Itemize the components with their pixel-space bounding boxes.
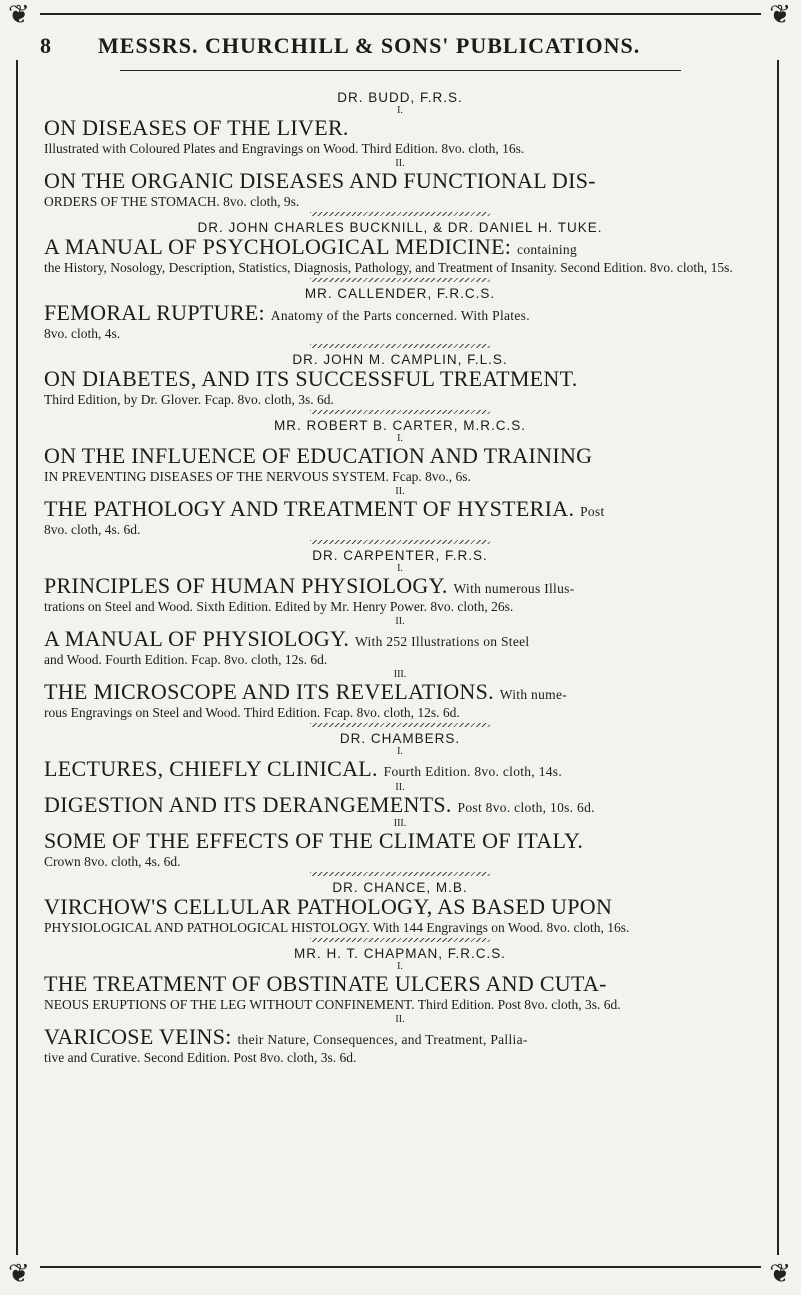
entry-number: II. [395, 1014, 405, 1025]
book-description: 8vo. cloth, 4s. 6d. [44, 522, 141, 537]
entry-number: I. [397, 105, 403, 116]
book-title-line [44, 627, 756, 651]
book-description: Third Edition, by Dr. Glover. Fcap. 8vo. cloth, 3s. 6d. [44, 392, 334, 407]
book-title: ON DIABETES, AND ITS SUCCESSFUL TREATMENT. [44, 366, 578, 391]
title-continuation: Post 8vo. cloth, 10s. 6d. [457, 800, 595, 815]
book-title-line [44, 1025, 756, 1049]
book-title-line [44, 169, 756, 193]
book-description: Crown 8vo. cloth, 4s. 6d. [44, 854, 181, 869]
book-entry [44, 367, 756, 408]
running-head: MESSRS. CHURCHILL & SONS' PUBLICATIONS. [98, 33, 641, 58]
title-continuation: With numerous Illus- [453, 581, 575, 596]
book-entry [44, 487, 756, 538]
book-description: trations on Steel and Wood. Sixth Edition. Edited by Mr. Henry Power. 8vo. cloth, 26s. [44, 599, 514, 614]
book-description: IN PREVENTING DISEASES OF THE NERVOUS SYSTEM. Fcap. 8vo., 6s. [44, 469, 471, 484]
book-entry [44, 617, 756, 668]
book-title: PRINCIPLES OF HUMAN PHYSIOLOGY. [44, 573, 448, 598]
page-header [40, 26, 760, 66]
author-heading: MR. H. T. CHAPMAN, F.R.C.S. [293, 946, 507, 961]
header-rule [120, 70, 681, 71]
book-title: ON THE INFLUENCE OF EDUCATION AND TRAINING [44, 443, 593, 468]
book-title: VARICOSE VEINS: [44, 1024, 232, 1049]
book-title-line [44, 972, 756, 996]
book-title-line [44, 367, 756, 391]
entry-number: II. [395, 486, 405, 497]
book-title: LECTURES, CHIEFLY CLINICAL. [44, 756, 378, 781]
title-continuation: Post [580, 504, 605, 519]
book-title: DIGESTION AND ITS DERANGEMENTS. [44, 792, 452, 817]
wavy-divider [310, 344, 490, 348]
book-title: THE PATHOLOGY AND TREATMENT OF HYSTERIA. [44, 496, 575, 521]
book-title-line [44, 793, 756, 817]
book-entry [44, 783, 756, 817]
title-continuation: Fourth Edition. 8vo. cloth, 14s. [383, 764, 563, 779]
page-number: 8 [40, 33, 51, 58]
entry-number: III. [393, 669, 407, 680]
book-title: ON DISEASES OF THE LIVER. [44, 115, 349, 140]
book-entry [44, 106, 756, 157]
author-heading: DR. CHAMBERS. [339, 731, 461, 746]
entry-number: II. [395, 158, 405, 169]
title-continuation: their Nature, Consequences, and Treatment, Pallia- [237, 1032, 528, 1047]
book-description: the History, Nosology, Description, Statistics, Diagnosis, Pathology, and Treatment of Insanity. Second Edition. 8vo. cloth, 15s. [44, 260, 733, 275]
book-entry [44, 301, 756, 342]
book-entry [44, 747, 756, 781]
book-title-line [44, 235, 756, 259]
top-border-rule [40, 13, 761, 15]
title-continuation: With nume- [499, 687, 568, 702]
book-entry [44, 159, 756, 210]
book-entry [44, 1015, 756, 1066]
wavy-divider [310, 278, 490, 282]
book-description: 8vo. cloth, 4s. [44, 326, 121, 341]
book-title: VIRCHOW'S CELLULAR PATHOLOGY, AS BASED UPON [44, 894, 613, 919]
book-entry [44, 962, 756, 1013]
book-entry [44, 235, 756, 276]
corner-ornament-icon: ❦ [769, 1259, 791, 1288]
right-border-rule [777, 60, 779, 1255]
entry-number: I. [397, 746, 403, 757]
wavy-divider [310, 938, 490, 942]
book-title-line [44, 116, 756, 140]
author-heading: DR. CARPENTER, F.R.S. [312, 548, 488, 563]
left-border-rule [16, 60, 18, 1255]
book-title: A MANUAL OF PSYCHOLOGICAL MEDICINE: [44, 234, 512, 259]
book-entry [44, 819, 756, 870]
book-description: Illustrated with Coloured Plates and Engravings on Wood. Third Edition. 8vo. cloth, 16s. [44, 141, 525, 156]
author-heading: DR. BUDD, F.R.S. [337, 90, 463, 105]
corner-ornament-icon: ❦ [8, 1259, 30, 1288]
entry-number: III. [393, 818, 407, 829]
book-title-line [44, 444, 756, 468]
book-description: PHYSIOLOGICAL AND PATHOLOGICAL HISTOLOGY. With 144 Engravings on Wood. 8vo. cloth, 16s. [44, 920, 630, 935]
book-description: rous Engravings on Steel and Wood. Third Edition. Fcap. 8vo. cloth, 12s. 6d. [44, 705, 460, 720]
book-title: THE TREATMENT OF OBSTINATE ULCERS AND CUTA- [44, 971, 607, 996]
title-continuation: With 252 Illustrations on Steel [354, 634, 530, 649]
book-title-line [44, 895, 756, 919]
book-entry [44, 895, 756, 936]
book-entry [44, 434, 756, 485]
book-description: tive and Curative. Second Edition. Post 8vo. cloth, 3s. 6d. [44, 1050, 357, 1065]
author-heading: MR. CALLENDER, F.R.C.S. [304, 286, 496, 301]
title-continuation: Anatomy of the Parts concerned. With Plates. [270, 308, 530, 323]
bottom-border-rule [40, 1266, 761, 1268]
entry-number: I. [397, 433, 403, 444]
book-description: NEOUS ERUPTIONS OF THE LEG WITHOUT CONFINEMENT. Third Edition. Post 8vo. cloth, 3s. 6d. [44, 997, 621, 1012]
author-heading: DR. CHANCE, M.B. [332, 880, 468, 895]
book-title: THE MICROSCOPE AND ITS REVELATIONS. [44, 679, 494, 704]
wavy-divider [310, 723, 490, 727]
wavy-divider [310, 212, 490, 216]
book-title-line [44, 757, 756, 781]
entry-number: I. [397, 961, 403, 972]
book-title-line [44, 497, 756, 521]
book-title: FEMORAL RUPTURE: [44, 300, 265, 325]
book-entry [44, 564, 756, 615]
book-title-line [44, 301, 756, 325]
book-title: A MANUAL OF PHYSIOLOGY. [44, 626, 350, 651]
book-description: ORDERS OF THE STOMACH. 8vo. cloth, 9s. [44, 194, 300, 209]
entry-number: I. [397, 563, 403, 574]
book-title-line [44, 574, 756, 598]
book-title-line [44, 829, 756, 853]
catalogue-listing [44, 86, 756, 1068]
entry-number: II. [395, 616, 405, 627]
wavy-divider [310, 540, 490, 544]
wavy-divider [310, 410, 490, 414]
corner-ornament-icon: ❦ [8, 0, 30, 29]
book-title: ON THE ORGANIC DISEASES AND FUNCTIONAL DIS- [44, 168, 596, 193]
corner-ornament-icon: ❦ [769, 0, 791, 29]
book-title: SOME OF THE EFFECTS OF THE CLIMATE OF ITALY. [44, 828, 584, 853]
author-heading: DR. JOHN M. CAMPLIN, F.L.S. [292, 352, 508, 367]
wavy-divider [310, 872, 490, 876]
book-title-line [44, 680, 756, 704]
book-entry [44, 670, 756, 721]
title-continuation: containing [517, 242, 578, 257]
book-description: and Wood. Fourth Edition. Fcap. 8vo. cloth, 12s. 6d. [44, 652, 328, 667]
author-heading: MR. ROBERT B. CARTER, M.R.C.S. [273, 418, 527, 433]
entry-number: II. [395, 782, 405, 793]
author-heading: DR. JOHN CHARLES BUCKNILL, & DR. DANIEL H. TUKE. [197, 220, 603, 235]
